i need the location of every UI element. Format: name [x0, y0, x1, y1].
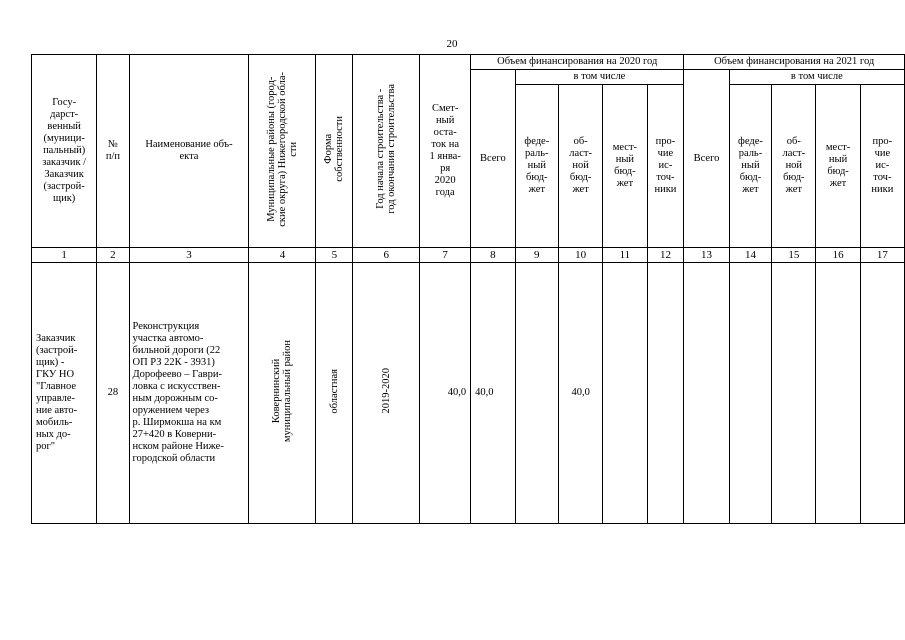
text-line: раль- — [525, 148, 549, 159]
text-line: Заказчик — [44, 169, 84, 180]
column-number: 7 — [420, 248, 471, 263]
text-line: заказчик / — [42, 157, 87, 168]
column-number: 8 — [471, 248, 515, 263]
text-line: Заказчик — [36, 333, 76, 344]
text-line: бюд- — [783, 172, 805, 183]
text-line: бюд- — [614, 166, 636, 177]
text-line: рог" — [36, 441, 56, 452]
row-regional-2021 — [772, 263, 816, 524]
text-line: ГКУ НО — [36, 369, 75, 380]
text-line: управле- — [36, 393, 75, 404]
text-line: р. Ширмокша на км — [132, 417, 222, 428]
text-line: Дорофеево – Гаври- — [132, 369, 222, 380]
text-line: ным дорожным со- — [132, 393, 218, 404]
row-number: 28 — [97, 263, 129, 524]
row-estimate: 40,0 — [420, 263, 471, 524]
header-number — [97, 55, 129, 248]
row-federal-2020 — [515, 263, 558, 524]
text-line: № — [107, 139, 118, 150]
text-line: жет — [742, 184, 759, 195]
row-years: 2019-2020 — [353, 263, 420, 524]
text-line: об- — [573, 136, 588, 147]
column-number-row — [32, 248, 905, 263]
row-object-name — [129, 263, 249, 524]
text-line: жет — [528, 184, 545, 195]
text-line: Ковернинский — [271, 358, 283, 424]
row-local-2020 — [603, 263, 647, 524]
text-line: ласт- — [782, 148, 806, 159]
header-total-2021: Всего — [684, 70, 729, 248]
text-line: мест- — [825, 142, 851, 153]
text-line: щик) — [53, 193, 76, 204]
column-number: 5 — [316, 248, 353, 263]
header-customer — [32, 55, 97, 248]
text-line: Год начала строительства - — [375, 88, 387, 210]
text-line: точ- — [656, 172, 675, 183]
row-district — [249, 263, 316, 524]
text-line: мобиль- — [36, 417, 73, 428]
header-fin-2021: Объем финансирования на 2021 год — [684, 55, 905, 70]
text-line: точ- — [873, 172, 892, 183]
header-local-2020 — [603, 85, 647, 248]
text-line: (муници- — [43, 133, 85, 144]
text-line: чие — [874, 148, 891, 159]
text-line: участка автомо- — [132, 333, 204, 344]
text-line: 2020 — [434, 175, 456, 186]
header-federal-2021 — [729, 85, 772, 248]
text-line: Реконструкция — [132, 321, 200, 332]
row-regional-2020: 40,0 — [559, 263, 603, 524]
text-line: ОП РЗ 22К - 3931) — [132, 357, 215, 368]
text-line: Форма — [323, 134, 335, 164]
column-number: 17 — [860, 248, 904, 263]
text-line: (застрой- — [36, 345, 78, 356]
text-line: раль- — [738, 148, 763, 159]
column-number: 10 — [559, 248, 603, 263]
text-line: ток на — [431, 139, 460, 150]
header-ownership — [316, 55, 353, 248]
column-number: 1 — [32, 248, 97, 263]
column-number: 15 — [772, 248, 816, 263]
text-line: собственности — [334, 116, 346, 182]
row-federal-2021 — [729, 263, 772, 524]
row-total-2021 — [684, 263, 729, 524]
header-incl-2020: в том числе — [515, 70, 684, 85]
text-line: ный — [527, 160, 546, 171]
text-line: жет — [572, 184, 589, 195]
text-line: екта — [179, 151, 199, 162]
table-row — [32, 263, 905, 524]
text-line: 1 янва- — [429, 151, 461, 162]
text-line: бюд- — [827, 166, 849, 177]
row-total-2020: 40,0 — [471, 263, 515, 524]
text-line: феде- — [524, 136, 550, 147]
text-line: про- — [872, 136, 893, 147]
text-line: ной — [785, 160, 803, 171]
text-line: ласт- — [569, 148, 592, 159]
row-other-2021 — [860, 263, 904, 524]
text-line: ние авто- — [36, 405, 78, 416]
text-line: чие — [657, 148, 674, 159]
text-line: ных до- — [36, 429, 71, 440]
column-number: 13 — [684, 248, 729, 263]
header-estimate — [420, 55, 471, 248]
text-line: 27+420 в Коверни- — [132, 429, 217, 440]
text-line: ной — [572, 160, 589, 171]
column-number: 2 — [97, 248, 129, 263]
text-line: сти — [287, 141, 299, 157]
column-number: 3 — [129, 248, 249, 263]
text-line: ис- — [875, 160, 890, 171]
header-incl-2021: в том числе — [729, 70, 904, 85]
row-customer — [32, 263, 97, 524]
text-line: нском районе Ниже- — [132, 441, 224, 452]
header-other-2021 — [860, 85, 904, 248]
text-line: ские округа) Нижегородской обла- — [276, 71, 288, 227]
column-number: 11 — [603, 248, 647, 263]
text-line: (застрой- — [43, 181, 85, 192]
text-line: щик) - — [36, 357, 65, 368]
text-line: ря — [440, 163, 451, 174]
header-regional-2021 — [772, 85, 816, 248]
text-line: об- — [786, 136, 801, 147]
page-number: 20 — [446, 38, 458, 50]
text-line: жет — [616, 178, 634, 189]
header-federal-2020 — [515, 85, 558, 248]
header-local-2021 — [816, 85, 860, 248]
row-other-2020 — [647, 263, 684, 524]
column-number: 4 — [249, 248, 316, 263]
text-line: бюд- — [526, 172, 548, 183]
text-line: ис- — [658, 160, 673, 171]
text-line: жет — [785, 184, 802, 195]
row-ownership: областная — [316, 263, 353, 524]
text-line: бюд- — [739, 172, 762, 183]
financing-table — [31, 54, 905, 524]
header-total-2020: Всего — [471, 70, 515, 248]
text-line: венный — [47, 121, 81, 132]
text-line: Смет- — [431, 103, 459, 114]
text-line: ники — [654, 184, 677, 195]
text-line: года — [435, 187, 455, 198]
header-fin-2020: Объем финансирования на 2020 год — [471, 55, 684, 70]
text-line: ный — [741, 160, 760, 171]
column-number: 6 — [353, 248, 420, 263]
text-line: бюд- — [569, 172, 592, 183]
row-local-2021 — [816, 263, 860, 524]
text-line: оружением через — [132, 405, 210, 416]
text-line: жет — [829, 178, 847, 189]
column-number: 16 — [816, 248, 860, 263]
text-line: ный — [436, 115, 455, 126]
text-line: Наименование объ- — [145, 139, 233, 150]
text-line: "Главное — [36, 381, 77, 392]
column-number: 14 — [729, 248, 772, 263]
text-line: год окончания строительства — [386, 84, 398, 214]
header-districts — [249, 55, 316, 248]
text-line: муниципальный район — [282, 339, 294, 443]
text-line: дарст- — [50, 109, 79, 120]
text-line: про- — [655, 136, 676, 147]
header-regional-2020 — [559, 85, 603, 248]
header-years — [353, 55, 420, 248]
text-line: оста- — [433, 127, 457, 138]
text-line: бильной дороги (22 — [132, 345, 221, 356]
text-line: пальный) — [43, 145, 86, 156]
text-line: ный — [828, 154, 848, 165]
text-line: п/п — [105, 151, 120, 162]
header-other-2020 — [647, 85, 684, 248]
header-object-name — [129, 55, 249, 248]
column-number: 12 — [647, 248, 684, 263]
text-line: феде- — [738, 136, 763, 147]
text-line: Госу- — [52, 97, 77, 108]
text-line: мест- — [612, 142, 638, 153]
text-line: ловка с искусствен- — [132, 381, 221, 392]
text-line: Муниципальные районы (город- — [265, 76, 277, 222]
text-line: ники — [871, 184, 894, 195]
text-line: ный — [615, 154, 635, 165]
text-line: городской области — [132, 453, 216, 464]
column-number: 9 — [515, 248, 558, 263]
